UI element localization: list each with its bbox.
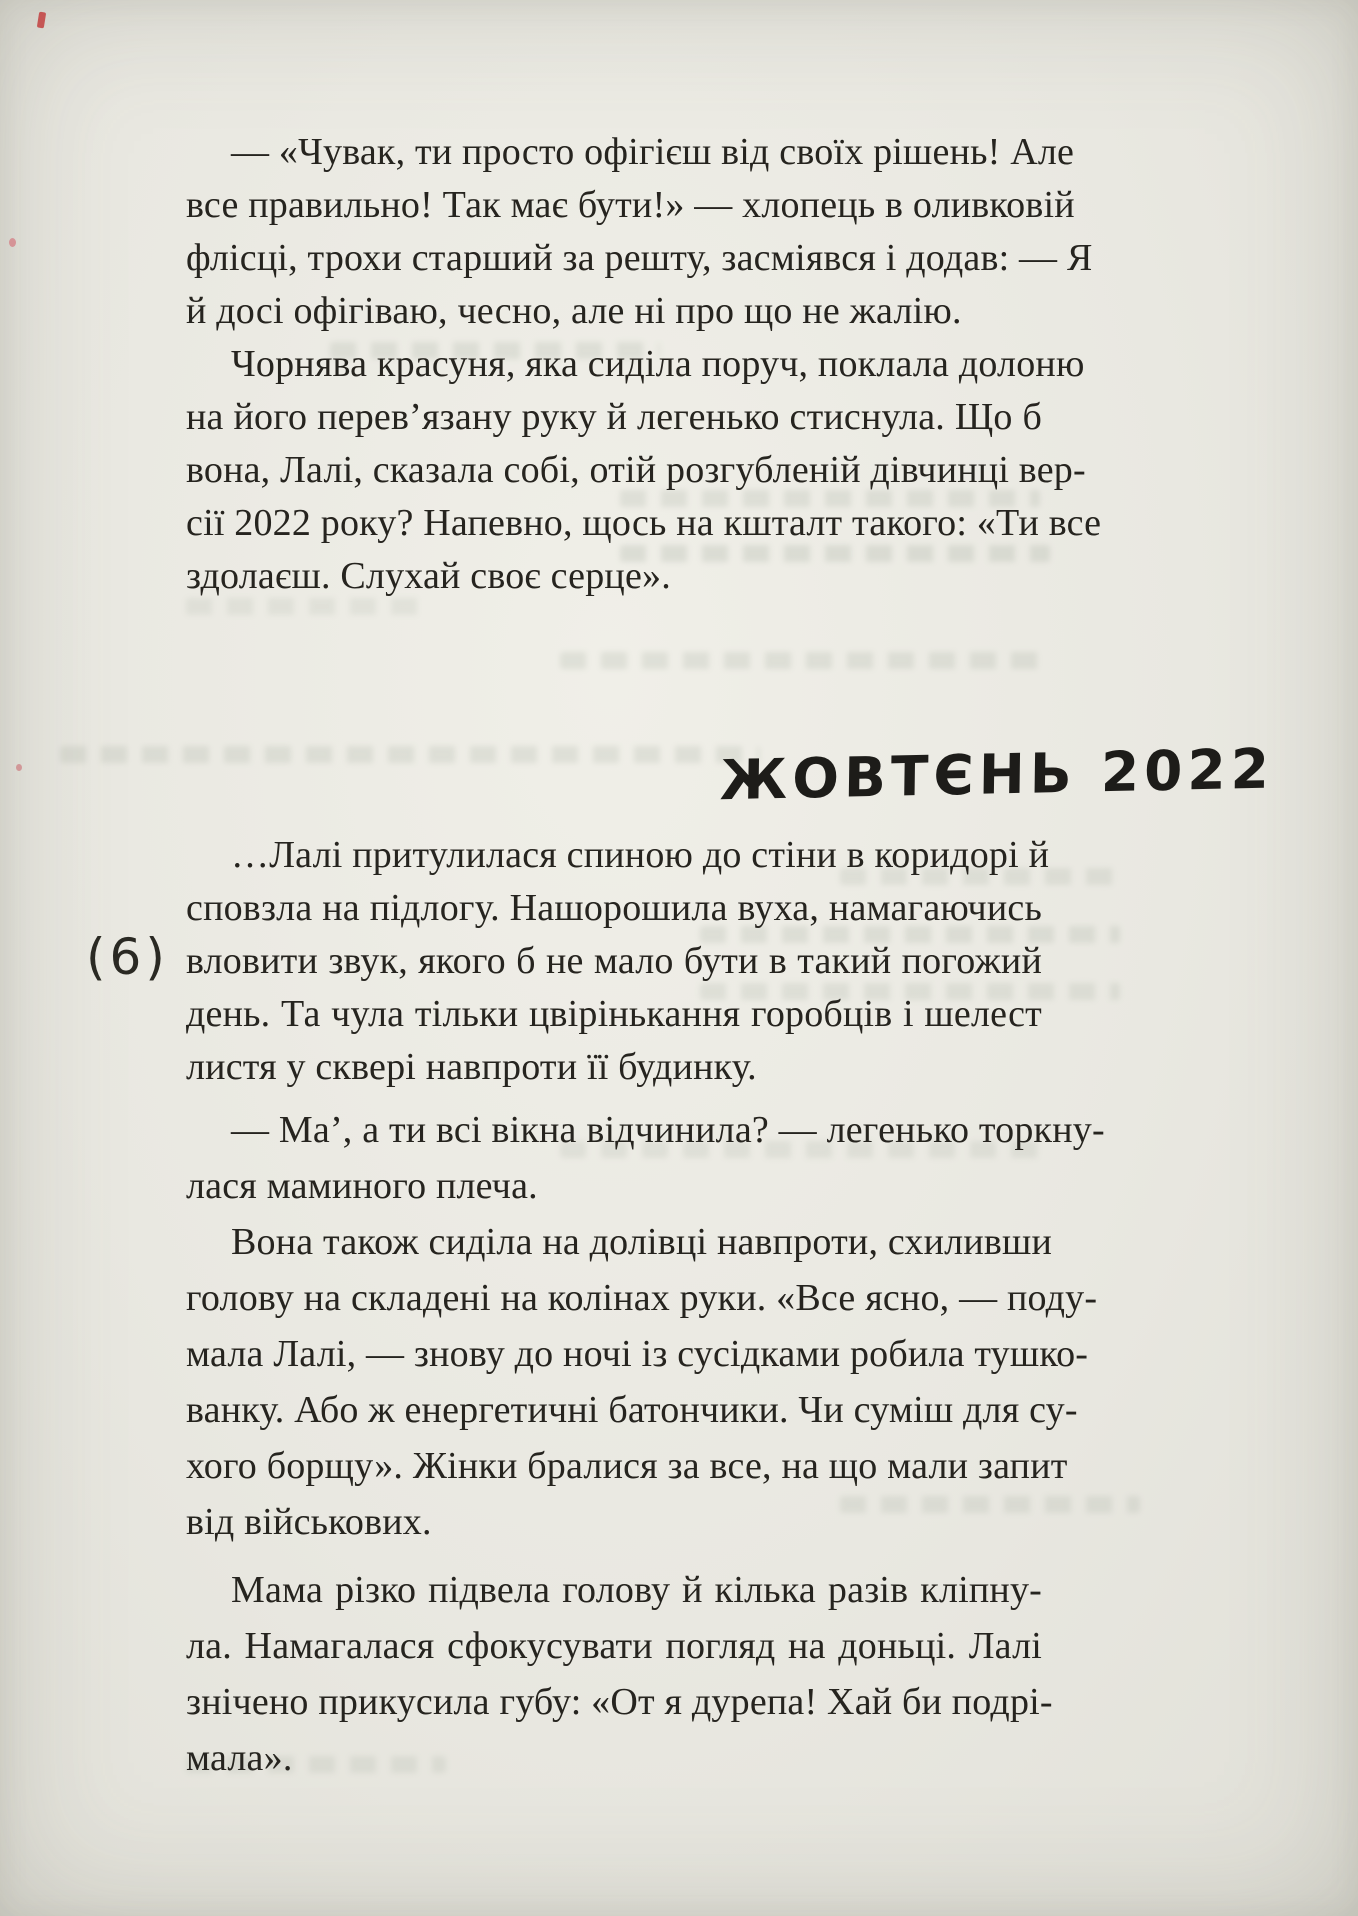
text-line: сповзла на підлогу. Нашорошила вуха, намагаючись — [186, 887, 1042, 929]
text-line: вловити звук, якого б не мало бути в такий погожий — [186, 940, 1042, 982]
text-line: листя у сквері навпроти її будинку. — [186, 1046, 757, 1088]
text-line: сії 2022 року? Напевно, щось на кшталт такого: «Ти все — [186, 502, 1102, 544]
paragraph — [186, 1102, 1105, 1214]
text-line: лася маминого плеча. — [186, 1165, 538, 1207]
text-line: здолаєш. Слухай своє серце». — [186, 555, 671, 597]
chapter-heading: ЖОВТЄНЬ 2022 — [719, 736, 1275, 813]
red-speck — [9, 238, 16, 247]
text-line: — «Чувак, ти просто офігієш від своїх рішень! Але — [231, 131, 1075, 173]
text-line: й досі офігіваю, чесно, але ні про що не жалію. — [186, 290, 962, 332]
red-speck — [16, 764, 22, 771]
paragraph — [186, 338, 1102, 603]
text-line: ванку. Або ж енергетичні батончики. Чи суміш для су- — [186, 1389, 1078, 1431]
text-line: мала Лалі, — знову до ночі із сусідками робила тушко- — [186, 1333, 1089, 1375]
text-line: — Ма’, а ти всі вікна відчинила? — легенько торкну- — [231, 1109, 1105, 1151]
text-line: день. Та чула тільки цвірінькання горобців і шелест — [186, 993, 1042, 1035]
text-line: від військових. — [186, 1501, 432, 1543]
text-line: знічено прикусила губу: «От я дурепа! Хай би подрі- — [186, 1681, 1053, 1723]
paragraph — [186, 829, 1050, 1094]
text-column — [186, 126, 1275, 1786]
text-line: голову на складені на колінах руки. «Все ясно, — поду- — [186, 1277, 1098, 1319]
paragraph — [186, 1562, 1053, 1786]
text-line: ла. Намагалася сфокусувати погляд на доньці. Лалі — [186, 1625, 1042, 1667]
text-line: хого борщу». Жінки бралися за все, на що мали запит — [186, 1445, 1068, 1487]
red-speck — [37, 12, 46, 29]
margin-page-number: (6) — [86, 928, 169, 986]
paragraph — [186, 126, 1093, 338]
text-line: Чорнява красуня, яка сиділа поруч, поклала долоню — [231, 343, 1085, 385]
text-line: на його перев’язану руку й легенько стиснула. Що б — [186, 396, 1042, 438]
paragraph — [186, 1214, 1098, 1550]
text-line: Мама різко підвела голову й кілька разів кліпну- — [231, 1569, 1042, 1611]
text-line: все правильно! Так має бути!» — хлопець в оливковій — [186, 184, 1075, 226]
text-line: Вона також сиділа на долівці навпроти, схиливши — [231, 1221, 1053, 1263]
text-line: вона, Лалі, сказала собі, отій розгубленій дівчинці вер- — [186, 449, 1086, 491]
text-line: …Лалі притулилася спиною до стіни в коридорі й — [231, 834, 1050, 876]
text-line: мала». — [186, 1737, 293, 1779]
text-line: флісці, трохи старший за решту, засміявся і додав: — Я — [186, 237, 1093, 279]
